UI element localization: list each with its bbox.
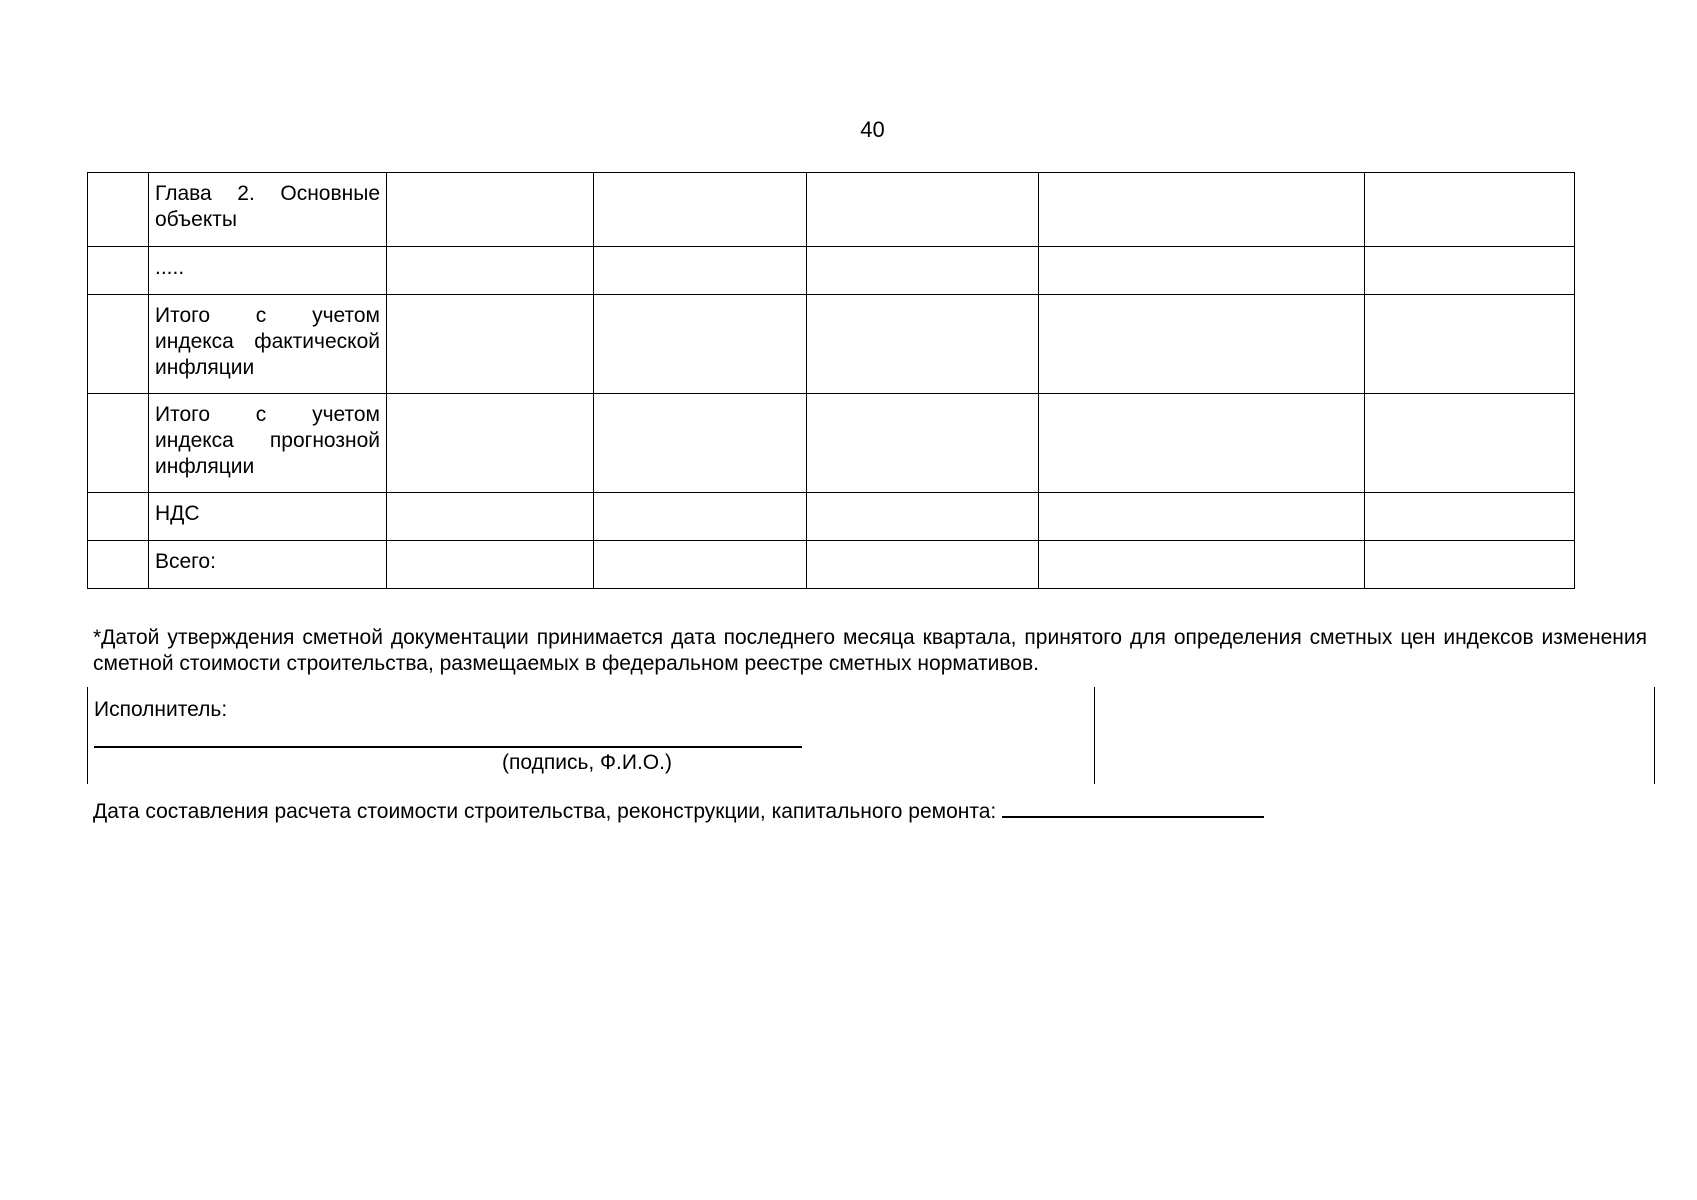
table-row xyxy=(88,295,1575,394)
footnote: *Датой утверждения сметной документации принимается дата последнего месяца квартала, принятого для определения сметных цен индексов изменения сметной стоимости строительства, размещаемых в федеральном реестре сметных нормативов. xyxy=(93,626,1647,675)
date-blank-line xyxy=(1002,796,1264,818)
row-label: Всего: xyxy=(149,541,387,589)
row-label: ..... xyxy=(149,247,387,295)
table-cell xyxy=(807,493,1039,541)
table-cell xyxy=(594,493,807,541)
row-label: Итого с учетом индекса прогнозной инфляции xyxy=(149,394,387,493)
table-cell xyxy=(1365,493,1575,541)
signature-block xyxy=(87,687,1655,784)
table-cell xyxy=(594,295,807,394)
signature-right-cell xyxy=(1094,687,1655,784)
table-cell xyxy=(1039,247,1365,295)
executor-label: Исполнитель: xyxy=(94,698,228,721)
table-cell xyxy=(594,541,807,589)
table-cell xyxy=(88,541,149,589)
table-cell xyxy=(88,247,149,295)
table-cell xyxy=(387,493,594,541)
table-cell xyxy=(1365,541,1575,589)
table-cell xyxy=(1039,295,1365,394)
table-cell xyxy=(387,247,594,295)
table-cell xyxy=(1039,394,1365,493)
table-cell xyxy=(594,394,807,493)
table-cell xyxy=(807,247,1039,295)
table-cell xyxy=(594,173,807,247)
table-cell xyxy=(1365,394,1575,493)
table-cell xyxy=(807,394,1039,493)
signature-caption: (подпись, Ф.И.О.) xyxy=(502,751,672,774)
date-line xyxy=(93,796,1264,825)
table-row xyxy=(88,247,1575,295)
table-cell xyxy=(387,295,594,394)
table-cell xyxy=(88,493,149,541)
table-row xyxy=(88,173,1575,247)
table-cell xyxy=(88,295,149,394)
table-cell xyxy=(807,295,1039,394)
table-cell xyxy=(387,394,594,493)
row-label: Итого с учетом индекса фактической инфляции xyxy=(149,295,387,394)
table-cell xyxy=(387,173,594,247)
date-label: Дата составления расчета стоимости строительства, реконструкции, капитального ремонта: xyxy=(93,800,997,823)
signature-line xyxy=(94,746,802,748)
table-row xyxy=(88,541,1575,589)
table-cell xyxy=(1039,541,1365,589)
page-number: 40 xyxy=(860,117,885,142)
table-row xyxy=(88,394,1575,493)
estimate-table xyxy=(87,172,1575,589)
table-cell xyxy=(1365,173,1575,247)
table-cell xyxy=(1365,247,1575,295)
table-cell xyxy=(1039,173,1365,247)
row-label: Глава 2. Основные объекты xyxy=(149,173,387,247)
table-row xyxy=(88,493,1575,541)
table-cell xyxy=(1365,295,1575,394)
table-cell xyxy=(807,541,1039,589)
table-cell xyxy=(88,173,149,247)
table-cell xyxy=(387,541,594,589)
table-cell xyxy=(594,247,807,295)
row-label: НДС xyxy=(149,493,387,541)
table-cell xyxy=(1039,493,1365,541)
table-cell xyxy=(807,173,1039,247)
signature-left-cell xyxy=(87,687,1095,784)
table-cell xyxy=(88,394,149,493)
